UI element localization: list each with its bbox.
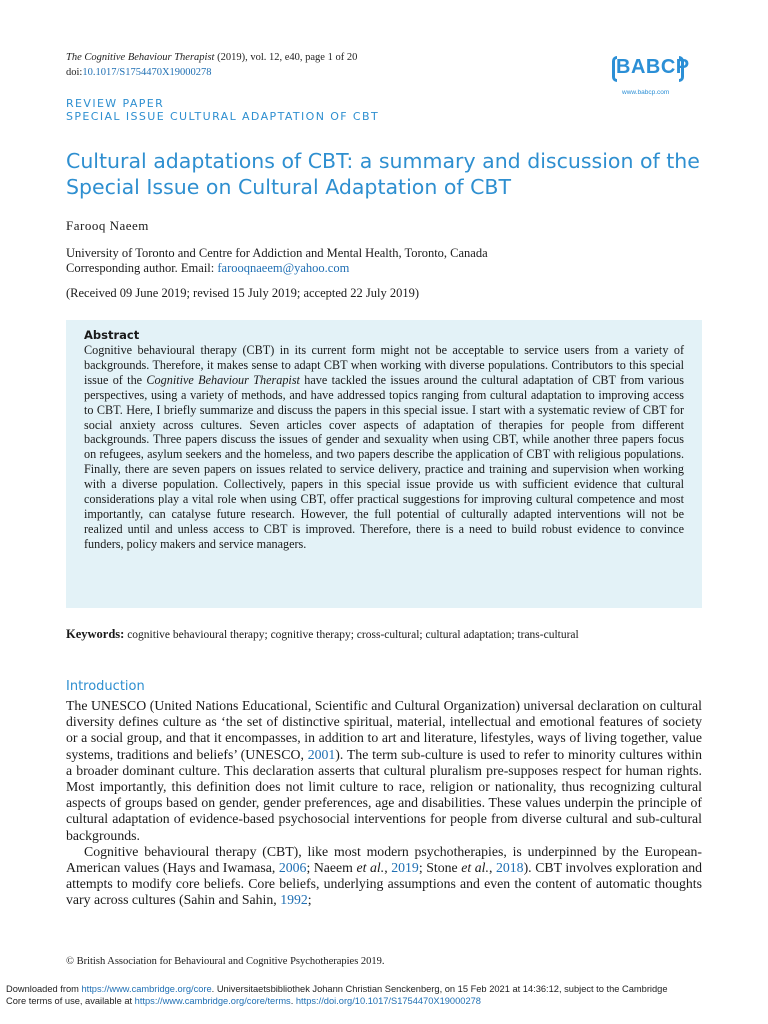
footer-line-2 <box>6 995 762 1007</box>
logo-url: www.babcp.com <box>622 89 670 96</box>
citation-link[interactable]: 2018 <box>495 860 524 876</box>
keywords <box>66 627 579 642</box>
citation-link[interactable]: 1992 <box>280 892 308 908</box>
p2-etal: et al. <box>356 860 385 876</box>
citation-link[interactable]: 2001 <box>307 746 336 762</box>
affiliation-block <box>66 246 488 276</box>
abstract-box <box>66 320 702 608</box>
corresponding-label: Corresponding author. Email: <box>66 261 218 275</box>
citation-link[interactable]: 2019 <box>391 860 419 876</box>
author-email-link[interactable]: farooqnaeem@yahoo.com <box>217 261 350 275</box>
intro-paragraph-1 <box>66 698 702 844</box>
journal-details: (2019), vol. 12, e40, page 1 of 20 <box>214 52 358 63</box>
introduction-heading: Introduction <box>66 679 145 694</box>
p2-text-f: ). CBT involves exploration and attempts to modify core beliefs. Core beliefs, underlying assumptions and even the content of automatic thoughts vary across cultures (Sahin and Sahin, <box>66 860 702 908</box>
footer-text: Core terms of use, available at <box>6 996 135 1006</box>
author-name: Farooq Naeem <box>66 218 149 233</box>
p1-text-b: ). The term sub-culture is used to refer to minority cultures within a broader dominant culture. This declaration asserts that cultural pluralism pre-supposes respect for human rights. Most importantly, this definition does not limit culture to race, religion or nationality, thus recognizing cultural aspects of groups based on gender, gender preferences, age and disabilities. These values underpin the principle of cultural adaptation of evidence-based psychosocial interventions for people from diverse cultural and sub-cultural backgrounds. <box>66 746 702 843</box>
keywords-label: Keywords: <box>66 627 125 641</box>
doi-link[interactable]: 10.1017/S1754470X19000278 <box>82 67 212 78</box>
p2-text-c: , <box>384 860 392 876</box>
doi-url-link[interactable]: https://doi.org/10.1017/S1754470X19000278 <box>295 996 481 1006</box>
p2-text-d: ; Stone <box>418 860 462 876</box>
copyright-notice: © British Association for Behavioural and Cognitive Psychotherapies 2019. <box>66 956 385 967</box>
footer-text: Downloaded from <box>6 984 82 994</box>
abstract-heading: Abstract <box>84 328 140 342</box>
logo-text: BABCP <box>616 56 690 78</box>
corresponding-author <box>66 261 488 276</box>
citation-link[interactable]: 2006 <box>278 860 307 876</box>
abstract-journal-name: Cognitive Behaviour Therapist <box>146 372 300 387</box>
doi-line <box>66 65 357 80</box>
footer-text: . <box>290 996 296 1006</box>
terms-link[interactable]: https://www.cambridge.org/core/terms <box>134 996 291 1006</box>
abstract-text <box>84 343 684 552</box>
introduction-body <box>66 698 702 909</box>
article-title: Cultural adaptations of CBT: a summary and discussion of the Special Issue on Cultural Adaptation of CBT <box>66 149 700 199</box>
p2-text-e: , <box>488 860 496 876</box>
special-issue-label: SPECIAL ISSUE CULTURAL ADAPTATION OF CBT <box>66 110 380 123</box>
p2-text-g: ; <box>307 892 312 908</box>
p2-text-a: Cognitive behavioural therapy (CBT), like most modern psychotherapies, is underpinned by the European-American values (Hays and Iwamasa, <box>66 843 702 876</box>
footer-text: . Universitaetsbibliothek Johann Christian Senckenberg, on 15 Feb 2021 at 14:36:12, subject to the Cambridge <box>211 984 668 994</box>
cambridge-core-link[interactable]: https://www.cambridge.org/core <box>81 984 212 994</box>
babcp-logo[interactable] <box>612 52 688 100</box>
received-dates: (Received 09 June 2019; revised 15 July 2019; accepted 22 July 2019) <box>66 286 420 300</box>
journal-header <box>66 50 357 80</box>
p2-etal: et al. <box>461 860 489 876</box>
footer-line-1 <box>6 983 762 995</box>
p1-text-a: The UNESCO (United Nations Educational, Scientific and Cultural Organization) universal declaration on cultural diversity defines culture as ‘the set of distinctive spiritual, material, intellectual and emotional features of society or a social group, and that it encompasses, in addition to art and literature, lifestyles, ways of living together, value systems, traditions and beliefs’ (UNESCO, <box>66 698 702 762</box>
section-label <box>66 97 379 123</box>
journal-title: The Cognitive Behaviour Therapist <box>66 52 215 63</box>
intro-paragraph-2 <box>66 844 702 909</box>
doi-prefix: doi: <box>66 67 83 78</box>
keywords-list: cognitive behavioural therapy; cognitive therapy; cross-cultural; cultural adaptation; trans-cultural <box>124 629 579 641</box>
abstract-text-part-1: Cognitive behavioural therapy (CBT) in its current form might not be acceptable to service users from a variety of backgrounds. Therefore, it makes sense to adapt CBT when working with diverse populations. Contributors to this special issue of the <box>84 343 684 387</box>
affiliation: University of Toronto and Centre for Addiction and Mental Health, Toronto, Canada <box>66 246 488 260</box>
abstract-text-part-2: have tackled the issues around the cultural adaptation of CBT from various perspectives, using a variety of methods, and have addressed topics ranging from cultural adaptation to improving access to CBT. Here, I briefly summarize and discuss the papers in this special issue. I start with a systematic review of CBT for social anxiety across cultures. Seven articles cover aspects of adaptation of therapies for people from different backgrounds. Three papers discuss the issues of gender and sexuality when using CBT, while another three papers focus on refugees, asylum seekers and the homeless, and two papers describe the application of CBT with religious populations. Finally, there are seven papers on issues related to service delivery, practice and training and supervision when working with a diverse population. Collectively, papers in this special issue provide us with sufficient evidence that cultural considerations play a vital role when using CBT, offer practical suggestions for improving cultural competence and most importantly, can catalyse future research. However, the full potential of culturally adapted interventions will not be realized until and unless access to CBT is improved. Therefore, there is a need to build robust evidence to convince funders, policy makers and service managers. <box>84 372 685 551</box>
download-footer <box>6 983 762 1007</box>
paper-type: REVIEW PAPER <box>66 97 165 110</box>
p2-text-b: ; Naeem <box>306 860 357 876</box>
